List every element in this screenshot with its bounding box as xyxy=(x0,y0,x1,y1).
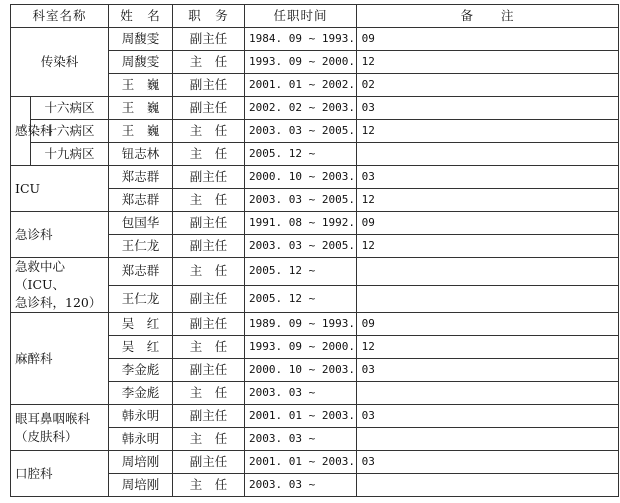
table-row xyxy=(11,120,619,143)
period-cell: 2000. 10 ~ 2003. 03 xyxy=(245,166,357,189)
position-cell: 副主任 xyxy=(173,212,245,235)
table-row xyxy=(11,258,619,286)
position-cell: 副主任 xyxy=(173,359,245,382)
table-row xyxy=(11,97,619,120)
ward-cell: 十六病区 xyxy=(31,120,109,143)
note-cell xyxy=(357,405,619,428)
name-cell: 王 巍 xyxy=(109,74,173,97)
name-cell: 王仁龙 xyxy=(109,285,173,313)
position-cell: 主 任 xyxy=(173,474,245,497)
period-cell: 2002. 02 ~ 2003. 03 xyxy=(245,97,357,120)
dept-cell-icu: ICU xyxy=(11,166,109,212)
position-cell: 副主任 xyxy=(173,451,245,474)
header-dept: 科室名称 xyxy=(11,5,109,28)
position-cell: 副主任 xyxy=(173,97,245,120)
period-cell: 1989. 09 ~ 1993. 09 xyxy=(245,313,357,336)
position-cell: 副主任 xyxy=(173,235,245,258)
name-cell: 王 巍 xyxy=(109,120,173,143)
header-row xyxy=(11,5,619,28)
name-cell: 吴 红 xyxy=(109,336,173,359)
note-cell xyxy=(357,212,619,235)
name-cell: 王 巍 xyxy=(109,97,173,120)
table-row xyxy=(11,212,619,235)
position-cell: 主 任 xyxy=(173,382,245,405)
period-cell: 2003. 03 ~ xyxy=(245,474,357,497)
name-cell: 李金彪 xyxy=(109,359,173,382)
ward-cell: 十六病区 xyxy=(31,97,109,120)
name-cell: 韩永明 xyxy=(109,405,173,428)
name-cell: 吴 红 xyxy=(109,313,173,336)
position-cell: 主 任 xyxy=(173,258,245,286)
period-cell: 2003. 03 ~ 2005. 12 xyxy=(245,120,357,143)
note-cell xyxy=(357,474,619,497)
dept-cell-infection: 感染科 xyxy=(11,97,31,166)
period-cell: 2001. 01 ~ 2003. 03 xyxy=(245,405,357,428)
position-cell: 主 任 xyxy=(173,336,245,359)
note-cell xyxy=(357,120,619,143)
position-cell: 主 任 xyxy=(173,120,245,143)
period-cell: 2005. 12 ~ xyxy=(245,258,357,286)
position-cell: 主 任 xyxy=(173,428,245,451)
position-cell: 副主任 xyxy=(173,285,245,313)
table-row xyxy=(11,451,619,474)
position-cell: 副主任 xyxy=(173,166,245,189)
note-cell xyxy=(357,359,619,382)
name-cell: 王仁龙 xyxy=(109,235,173,258)
name-cell: 郑志群 xyxy=(109,189,173,212)
table-row xyxy=(11,143,619,166)
table-row xyxy=(11,405,619,428)
department-heads-table-wrapper xyxy=(10,4,618,497)
note-cell xyxy=(357,336,619,359)
note-cell xyxy=(357,258,619,286)
period-cell: 1984. 09 ~ 1993. 09 xyxy=(245,28,357,51)
note-cell xyxy=(357,143,619,166)
dept-cell-emergency-center xyxy=(11,258,109,313)
dept-cell-infectious: 传染科 xyxy=(11,28,109,97)
note-cell xyxy=(357,166,619,189)
name-cell: 李金彪 xyxy=(109,382,173,405)
period-cell: 2003. 03 ~ xyxy=(245,382,357,405)
name-cell: 郑志群 xyxy=(109,166,173,189)
dept-cell-emergency: 急诊科 xyxy=(11,212,109,258)
name-cell: 周培刚 xyxy=(109,474,173,497)
period-cell: 2001. 01 ~ 2003. 03 xyxy=(245,451,357,474)
name-cell: 郑志群 xyxy=(109,258,173,286)
dept-line: 眼耳鼻咽喉科 xyxy=(15,410,91,426)
period-cell: 2003. 03 ~ xyxy=(245,428,357,451)
note-cell xyxy=(357,28,619,51)
dept-cell-anesthesia: 麻醉科 xyxy=(11,313,109,405)
header-note: 备 注 xyxy=(357,5,619,28)
ward-cell: 十九病区 xyxy=(31,143,109,166)
name-cell: 钮志林 xyxy=(109,143,173,166)
position-cell: 副主任 xyxy=(173,313,245,336)
header-position: 职 务 xyxy=(173,5,245,28)
dept-cell-dental: 口腔科 xyxy=(11,451,109,497)
period-cell: 2005. 12 ~ xyxy=(245,143,357,166)
period-cell: 2000. 10 ~ 2003. 03 xyxy=(245,359,357,382)
position-cell: 副主任 xyxy=(173,28,245,51)
header-name: 姓 名 xyxy=(109,5,173,28)
name-cell: 包国华 xyxy=(109,212,173,235)
position-cell: 主 任 xyxy=(173,189,245,212)
name-cell: 周馥雯 xyxy=(109,28,173,51)
note-cell xyxy=(357,285,619,313)
department-heads-table xyxy=(10,4,619,497)
table-row xyxy=(11,313,619,336)
note-cell xyxy=(357,313,619,336)
table-row xyxy=(11,28,619,51)
period-cell: 2001. 01 ~ 2002. 02 xyxy=(245,74,357,97)
note-cell xyxy=(357,74,619,97)
dept-line: 急救中心（ICU、 xyxy=(15,259,66,292)
position-cell: 主 任 xyxy=(173,143,245,166)
note-cell xyxy=(357,428,619,451)
period-cell: 1993. 09 ~ 2000. 12 xyxy=(245,336,357,359)
period-cell: 1993. 09 ~ 2000. 12 xyxy=(245,51,357,74)
note-cell xyxy=(357,235,619,258)
name-cell: 韩永明 xyxy=(109,428,173,451)
period-cell: 2003. 03 ~ 2005. 12 xyxy=(245,189,357,212)
period-cell: 1991. 08 ~ 1992. 09 xyxy=(245,212,357,235)
table-row xyxy=(11,166,619,189)
note-cell xyxy=(357,51,619,74)
name-cell: 周馥雯 xyxy=(109,51,173,74)
note-cell xyxy=(357,451,619,474)
position-cell: 副主任 xyxy=(173,405,245,428)
dept-cell-ent xyxy=(11,405,109,451)
dept-line: 急诊科，120） xyxy=(15,295,102,310)
note-cell xyxy=(357,382,619,405)
name-cell: 周培刚 xyxy=(109,451,173,474)
position-cell: 副主任 xyxy=(173,74,245,97)
position-cell: 主 任 xyxy=(173,51,245,74)
period-cell: 2005. 12 ~ xyxy=(245,285,357,313)
dept-line: （皮肤科） xyxy=(15,428,78,444)
note-cell xyxy=(357,97,619,120)
note-cell xyxy=(357,189,619,212)
header-period: 任职时间 xyxy=(245,5,357,28)
period-cell: 2003. 03 ~ 2005. 12 xyxy=(245,235,357,258)
